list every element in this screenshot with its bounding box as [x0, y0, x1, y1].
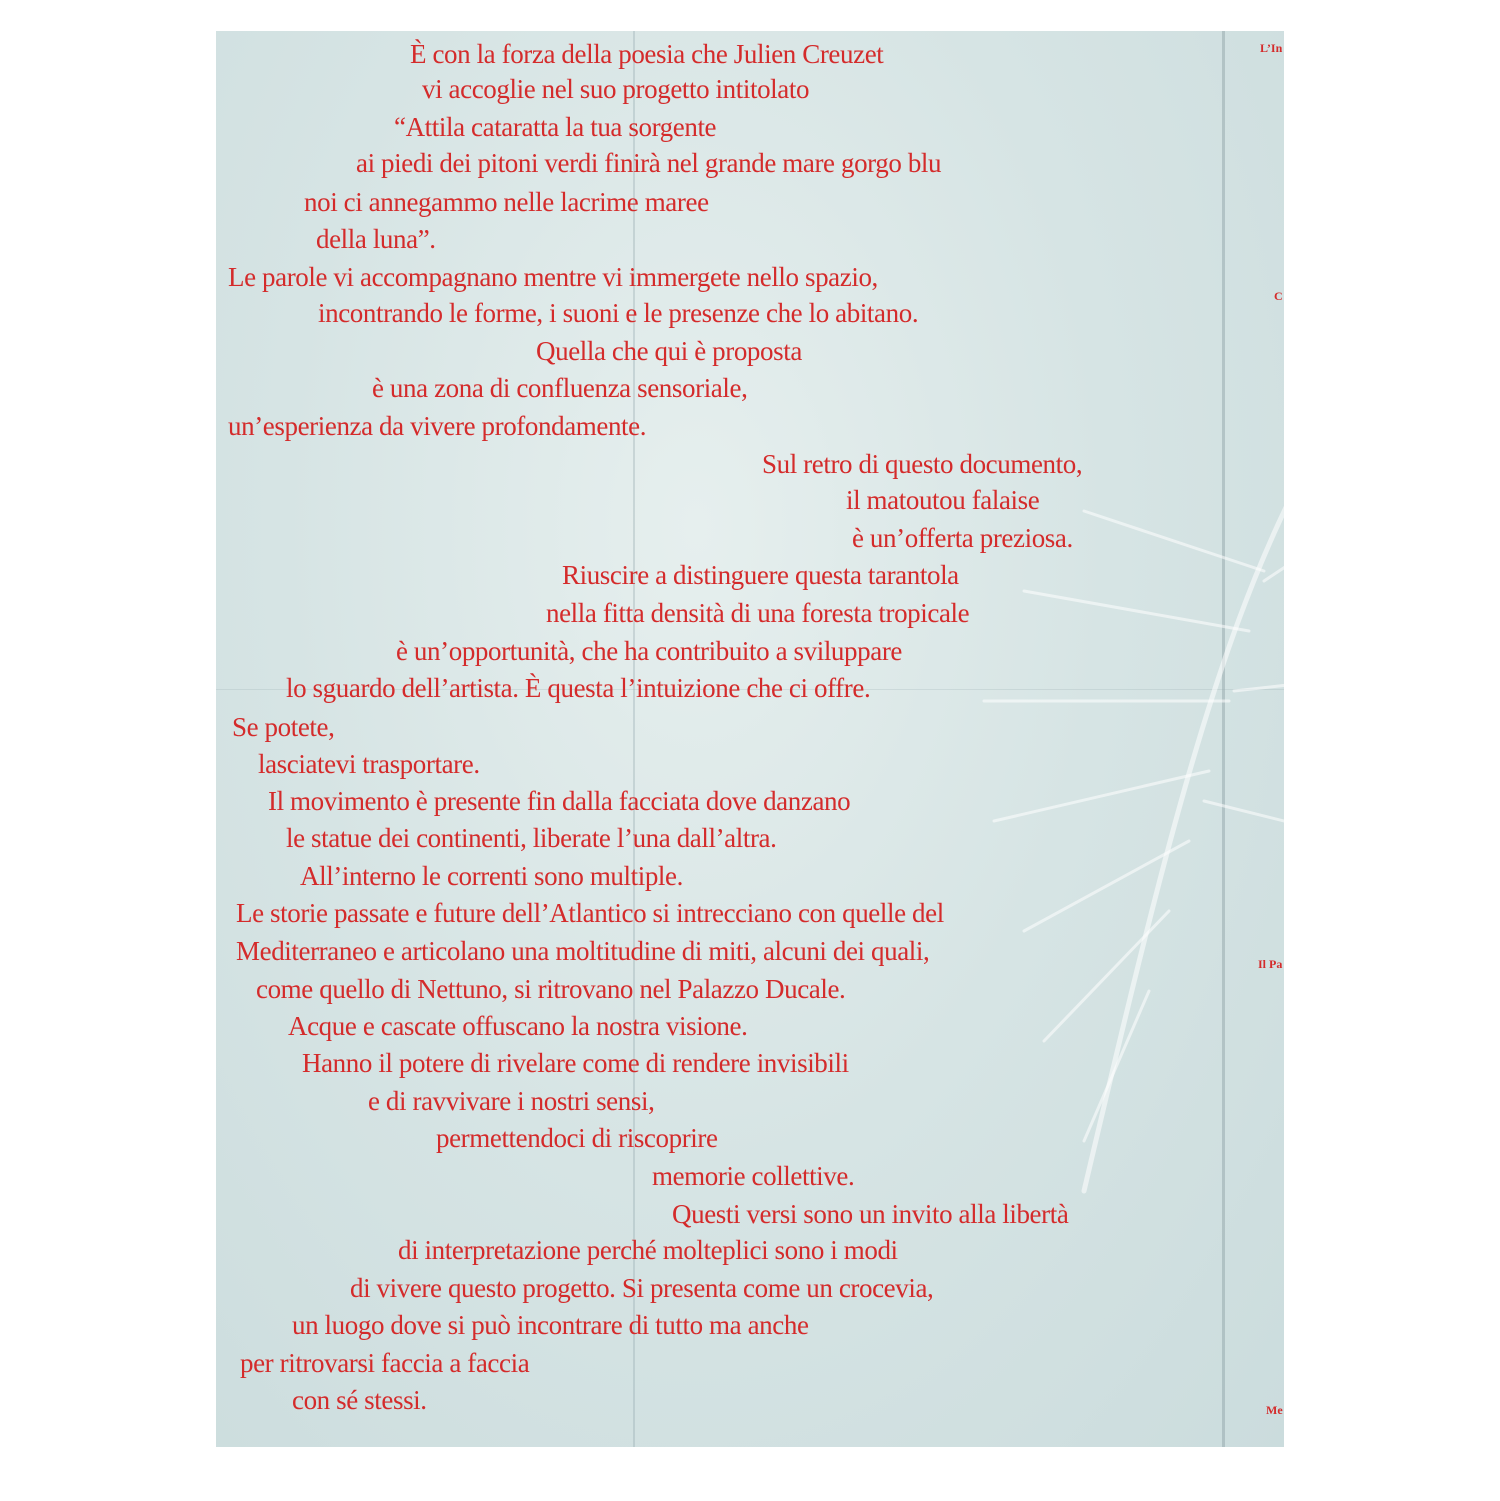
palm-leaf-watermark — [964, 451, 1284, 1231]
text-line: e di ravvivare i nostri sensi, — [368, 1086, 655, 1116]
text-line: permettendoci di riscoprire — [436, 1123, 718, 1153]
text-line: Acque e cascate offuscano la nostra visione. — [288, 1011, 748, 1041]
text-line: è un’opportunità, che ha contribuito a sviluppare — [396, 636, 902, 666]
text-line: Le parole vi accompagnano mentre vi immergete nello spazio, — [228, 262, 878, 292]
text-line: un’esperienza da vivere profondamente. — [228, 411, 647, 441]
text-line: Questi versi sono un invito alla libertà — [672, 1199, 1069, 1229]
edge-text: Il Pa — [1258, 957, 1283, 971]
edge-text: C — [1274, 289, 1283, 303]
text-line: Riuscire a distinguere questa tarantola — [562, 560, 959, 590]
edge-text: Me — [1266, 1403, 1283, 1417]
text-line: È con la forza della poesia che Julien Creuzet — [410, 39, 884, 69]
text-line: nella fitta densità di una foresta tropicale — [546, 598, 970, 628]
text-line: Se potete, — [232, 712, 335, 742]
document-page — [216, 31, 1284, 1447]
text-line: di vivere questo progetto. Si presenta come un crocevia, — [350, 1273, 934, 1303]
text-line: con sé stessi. — [292, 1385, 427, 1415]
text-line: è una zona di confluenza sensoriale, — [372, 373, 748, 403]
text-line: le statue dei continenti, liberate l’una dall’altra. — [286, 823, 777, 853]
text-line: un luogo dove si può incontrare di tutto ma anche — [292, 1310, 809, 1340]
text-line: lo sguardo dell’artista. È questa l’intuizione che ci offre. — [286, 673, 871, 703]
text-line: il matoutou falaise — [846, 485, 1040, 515]
text-line: Le storie passate e future dell’Atlantico si intrecciano con quelle del — [236, 898, 944, 928]
text-line: Hanno il potere di rivelare come di rendere invisibili — [302, 1048, 849, 1078]
text-line: Il movimento è presente fin dalla facciata dove danzano — [268, 786, 851, 816]
text-line: vi accoglie nel suo progetto intitolato — [422, 74, 810, 104]
text-line: “Attila cataratta la tua sorgente — [394, 112, 717, 142]
text-line: All’interno le correnti sono multiple. — [300, 861, 683, 891]
text-line: memorie collettive. — [652, 1161, 855, 1191]
text-line: Mediterraneo e articolano una moltitudine di miti, alcuni dei quali, — [236, 936, 930, 966]
text-line: lasciatevi trasportare. — [258, 749, 480, 779]
text-line: per ritrovarsi faccia a faccia — [240, 1348, 530, 1378]
text-line: come quello di Nettuno, si ritrovano nel Palazzo Ducale. — [256, 974, 846, 1004]
text-line: noi ci annegammo nelle lacrime maree — [304, 187, 709, 217]
text-line: della luna”. — [316, 224, 436, 254]
text-line: incontrando le forme, i suoni e le presenze che lo abitano. — [318, 298, 919, 328]
text-line: di interpretazione perché molteplici sono i modi — [398, 1235, 898, 1265]
text-line: ai piedi dei pitoni verdi finirà nel grande mare gorgo blu — [356, 148, 942, 178]
edge-text: L’In — [1260, 41, 1283, 55]
text-line: Sul retro di questo documento, — [762, 449, 1083, 479]
text-line: Quella che qui è proposta — [536, 336, 802, 366]
text-line: è un’offerta preziosa. — [852, 523, 1073, 553]
